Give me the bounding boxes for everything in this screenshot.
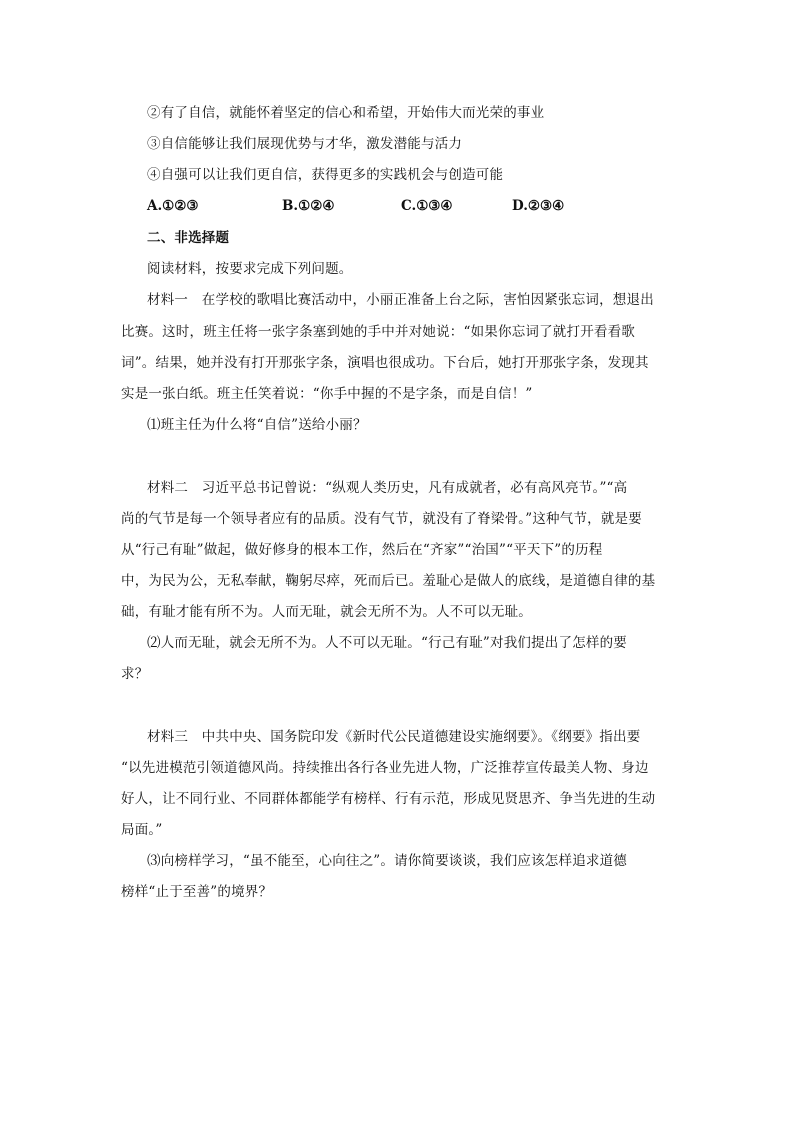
question-1: ⑴班主任为什么将“自信”送给小丽？ xyxy=(147,417,367,433)
choice-statement-4: ④自强可以让我们更自信，获得更多的实践机会与创造可能 xyxy=(147,167,504,183)
material3-line-4: 局面。” xyxy=(121,822,163,838)
material3-line-2: “以先进模范引领道德风尚。持续推出各行各业先进人物，广泛推荐宣传最美人物、身边 xyxy=(121,760,649,776)
question-2-line-2: 求？ xyxy=(121,666,149,682)
question-3-line-1: ⑶向榜样学习，“虽不能至，心向往之”。请你简要谈谈，我们应该怎样追求道德 xyxy=(147,853,628,869)
option-c: C.①③④ xyxy=(401,198,453,214)
option-d: D.②③④ xyxy=(512,198,565,214)
material1-line-1: 材料一 在学校的歌唱比赛活动中，小丽正准备上台之际，害怕因紧张忘词，想退出 xyxy=(147,292,654,308)
choice-statement-3: ③自信能够让我们展现优势与才华，激发潜能与活力 xyxy=(147,136,463,152)
material3-line-1: 材料三 中共中央、国务院印发《新时代公民道德建设实施纲要》。《纲要》指出要 xyxy=(147,729,641,745)
section-title: 二、非选择题 xyxy=(147,230,230,246)
material2-line-5: 础，有耻才能有所不为。人而无耻，就会无所不为。人不可以无耻。 xyxy=(121,604,532,620)
material2-line-1: 材料二 习近平总书记曾说：“纵观人类历史，凡有成就者，必有高风亮节。”“高 xyxy=(147,480,628,496)
choice-statement-2: ②有了自信，就能怀着坚定的信心和希望，开始伟大而光荣的事业 xyxy=(147,105,545,121)
material1-line-2: 比赛。这时，班主任将一张字条塞到她的手中并对她说：“如果你忘词了就打开看看歌 xyxy=(121,324,636,340)
material3-line-3: 好人，让不同行业、不同群体都能学有榜样、行有示范，形成见贤思齐、争当先进的生动 xyxy=(121,791,656,807)
instruction: 阅读材料，按要求完成下列问题。 xyxy=(147,261,353,277)
material2-line-2: 尚的气节是每一个领导者应有的品质。没有气节，就没有了脊梁骨。”这种气节，就是要 xyxy=(121,511,642,527)
option-b: B.①②④ xyxy=(282,198,335,214)
question-3-line-2: 榜样“止于至善”的境界？ xyxy=(121,884,273,900)
option-a: A.①②③ xyxy=(147,198,199,214)
material1-line-3: 词”。结果，她并没有打开那张字条，演唱也很成功。下台后，她打开那张字条，发现其 xyxy=(121,355,649,371)
material2-line-3: 从“行己有耻”做起，做好修身的根本工作，然后在“齐家”“治国”“平天下”的历程 xyxy=(121,542,603,558)
material1-line-4: 实是一张白纸。班主任笑着说：“你手中握的不是字条，而是自信！” xyxy=(121,386,533,402)
question-2-line-1: ⑵人而无耻，就会无所不为。人不可以无耻。“行己有耻”对我们提出了怎样的要 xyxy=(147,635,628,651)
material2-line-4: 中，为民为公，无私奉献，鞠躬尽瘁，死而后已。羞耻心是做人的底线，是道德自律的基 xyxy=(121,573,656,589)
